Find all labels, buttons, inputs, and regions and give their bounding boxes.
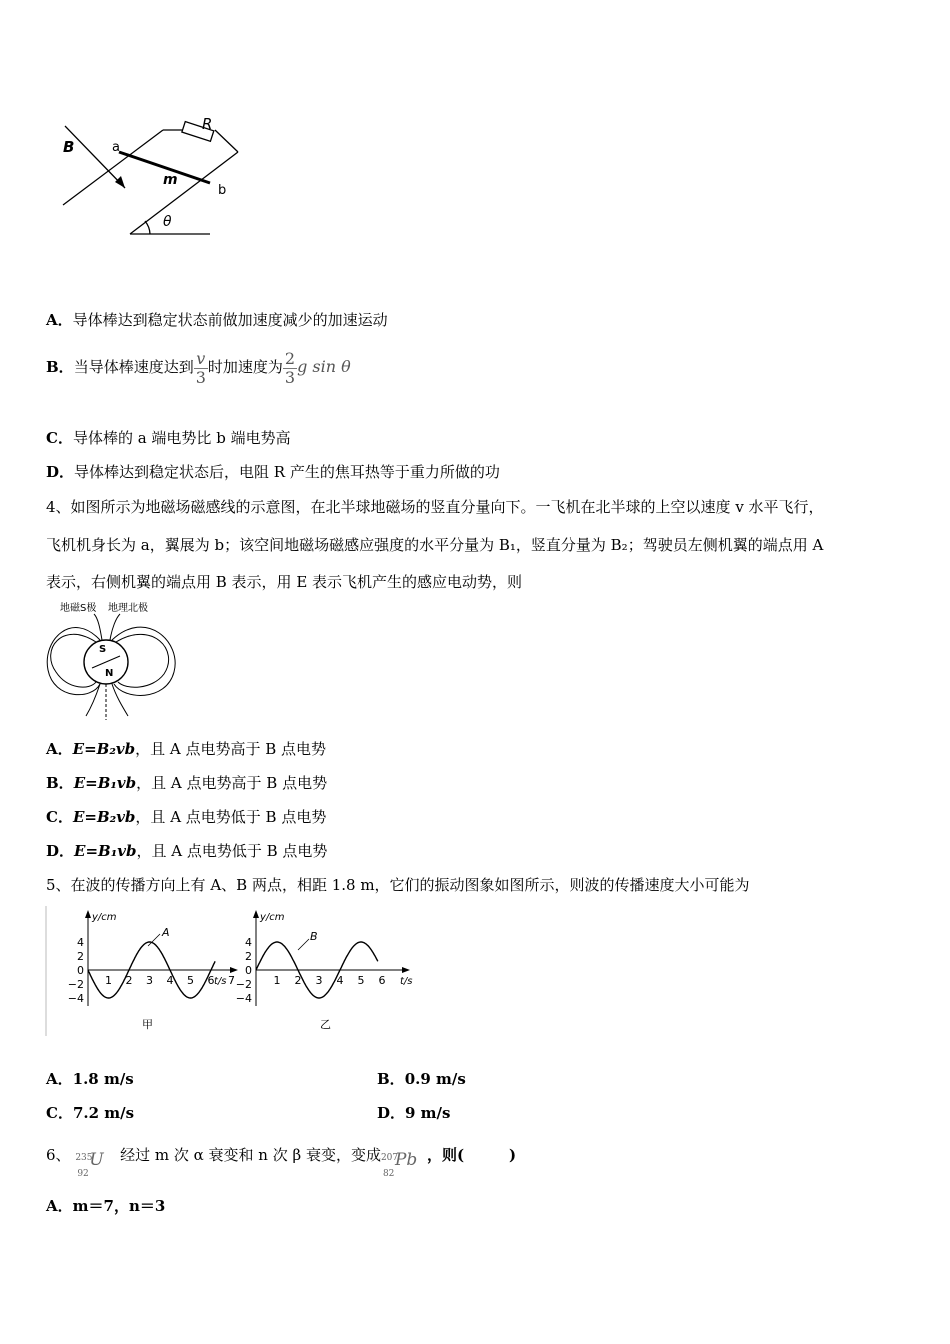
isotope-uranium: 235 92 U — [75, 1150, 104, 1179]
y-tick-label: 4 — [245, 936, 252, 949]
label-B: B — [63, 138, 75, 156]
vibration-graphs-figure — [44, 906, 424, 1036]
y-tick-label: 2 — [245, 950, 252, 963]
question-number: 6、 — [46, 1146, 71, 1164]
option-text: 导体棒达到稳定状态前做加速度减少的加速运动 — [72, 311, 388, 329]
formula: E=B₁vb — [73, 774, 137, 792]
earth-magnetic-field-figure — [42, 600, 182, 722]
q5-option-b: B．0.9 m/s — [377, 1070, 466, 1088]
x-axis-arrow-icon — [402, 967, 410, 973]
x-tick-label: 6 — [378, 974, 386, 987]
x-tick-label: 4 — [166, 974, 174, 987]
q4-option-c: C．E=B₂vb，且 A 点电势低于 B 点电势 — [46, 808, 327, 826]
x-tick-label: 6 — [207, 974, 215, 987]
arrow-head-icon — [115, 176, 125, 188]
q3-option-a — [46, 310, 388, 330]
q4-option-b: B．E=B₁vb，且 A 点电势高于 B 点电势 — [46, 774, 328, 792]
q5-option-a: A．1.8 m/s — [46, 1070, 134, 1088]
x-tick-label: 5 — [187, 974, 194, 987]
x-tick-label: 1 — [273, 974, 281, 987]
label-geomagnetic-s: 地磁S极 — [60, 603, 97, 614]
q5-option-c: C．7.2 m/s — [46, 1104, 135, 1122]
option-label: B． — [46, 358, 74, 376]
option-text: 导体棒的 a 端电势比 b 端电势高 — [72, 429, 291, 447]
label-R: R — [202, 115, 213, 133]
x-tick-label: 3 — [146, 974, 153, 987]
x-axis-label: t/s — [214, 976, 227, 987]
fraction-2-over-3: $\frac{2}{3}$ — [284, 348, 296, 387]
y-axis-arrow-icon — [85, 910, 91, 918]
q5-option-d: D．9 m/s — [377, 1104, 451, 1122]
q3-option-c — [46, 428, 291, 448]
y-tick-label: −4 — [235, 992, 252, 1005]
y-tick-label: −4 — [67, 992, 84, 1005]
formula: E=B₂vb — [72, 740, 136, 758]
label-a: a — [112, 140, 120, 155]
q4-option-a: A．E=B₂vb，且 A 点电势高于 B 点电势 — [46, 740, 327, 758]
option-label: A． — [46, 311, 73, 329]
q3-option-d — [46, 462, 500, 482]
x-axis-label: t/s — [400, 976, 413, 987]
x-tick-label: 5 — [357, 974, 365, 987]
label-b: b — [218, 183, 227, 198]
x-tick-label: 1 — [105, 974, 112, 987]
y-tick-label: −2 — [67, 978, 84, 991]
option-text: 当导体棒速度达到 — [73, 358, 194, 376]
x-tick-label: 4 — [336, 974, 344, 987]
fraction-v-over-3: $\frac{v}{3}$ — [195, 348, 206, 387]
y-tick-label: 4 — [77, 936, 84, 949]
option-text: 时加速度为 — [207, 358, 283, 376]
x-tick-label: 3 — [315, 974, 323, 987]
question-number: 4、 — [46, 498, 71, 516]
y-tick-label: 0 — [77, 964, 84, 977]
formula: E=B₂vb — [72, 808, 136, 826]
caption-jia: 甲 — [142, 1018, 153, 1031]
option-label: D． — [46, 463, 75, 481]
y-axis-label: y/cm — [92, 912, 117, 923]
y-tick-label: 2 — [77, 950, 84, 963]
q6-stem: 6、 235 92 U 经过 m 次 α 衰变和 n 次 β 衰变，变成 207 82 Pb ，则( ) — [46, 1138, 516, 1172]
x-tick-label: 2 — [294, 974, 302, 987]
x-axis-arrow-icon — [230, 967, 238, 973]
option-text: 导体棒达到稳定状态后，电阻 R 产生的焦耳热等于重力所做的功 — [74, 463, 500, 481]
y-axis-arrow-icon — [253, 910, 259, 918]
x-tick-label: 7 — [228, 974, 235, 987]
label-N: N — [105, 668, 114, 679]
q4-option-d: D．E=B₁vb，且 A 点电势低于 B 点电势 — [46, 842, 328, 860]
caption-yi: 乙 — [320, 1018, 331, 1031]
q4-stem-line1: 4、如图所示为地磁场磁感线的示意图，在北半球地磁场的竖直分量向下。一飞机在北半球的上空以速度 v 水平飞行， — [46, 498, 824, 516]
label-geographic-north: 地理北极 — [108, 603, 148, 614]
curve-label-A: A — [162, 926, 170, 939]
label-m: m — [163, 172, 178, 188]
q3-option-b — [46, 346, 351, 388]
formula: E=B₁vb — [74, 842, 137, 860]
q5-stem: 5、在波的传播方向上有 A、B 两点，相距 1.8 m，它们的振动图象如图所示，则波的传播速度大小可能为 — [46, 876, 750, 894]
y-axis-label: y/cm — [260, 912, 285, 923]
incline-rail-figure — [55, 112, 255, 252]
expr-g-sin-theta: g sin θ — [297, 357, 351, 376]
label-theta: θ — [163, 214, 172, 230]
option-label: C． — [46, 429, 73, 447]
y-tick-label: −2 — [235, 978, 252, 991]
q4-stem-line3: 表示，右侧机翼的端点用 B 表示，用 E 表示飞机产生的感应电动势，则 — [46, 573, 523, 591]
curve-label-B: B — [310, 930, 318, 943]
isotope-lead: 207 82 Pb — [380, 1150, 418, 1179]
label-S: S — [99, 644, 107, 655]
x-tick-label: 2 — [125, 974, 133, 987]
question-number: 5、 — [46, 876, 71, 894]
q4-stem-line2: 飞机机身长为 a，翼展为 b；该空间地磁场磁感应强度的水平分量为 B₁，竖直分量为 B₂；驾驶员左侧机翼的端点用 A — [46, 536, 824, 554]
y-tick-label: 0 — [245, 964, 252, 977]
q6-option-a: A．m＝7，n＝3 — [46, 1197, 166, 1215]
